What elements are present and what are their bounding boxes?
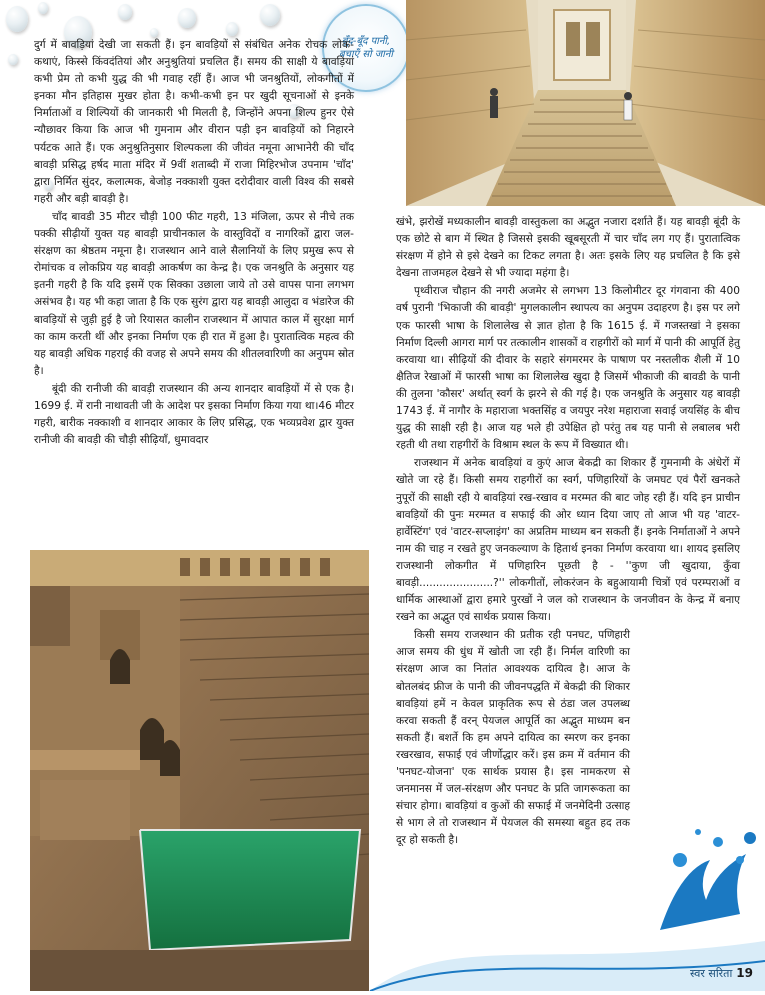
paragraph: किसी समय राजस्थान की प्रतीक रही पनघट, पणिहारी आज समय की धुंध में खोती जा रही हैं। निर्मल वारिणी का संरक्षण आज का नितांत आवश्यक दायित्व है। आज के बोतलबंद फ्रीज के पानी की जीवनपद्धति में बेकद्री की शिकार बावड़ियां हमें न केवल प्राकृतिक रूप से ठंडा जल उपलब्ध करवा सकती हैं वरन् पेयजल आपूर्ति का अद्भुत माध्यम बन सकती हैं। बशर्ते कि हम अपने दायित्व का स्मरण कर इनका रखरखाव, सफाई एवं जीर्णोद्धार करें। इस क्रम में वर्तमान की 'पनघट-योजना' एक सार्थक प्रयास है। इस नामकरण से जनमानस में जल-संरक्षण और पनघट के प्रति जागरूकता का संचार होगा। बावड़ियां व कुओं की सफाई में जनमेदिनी उत्साह से भाग ले तो राजस्थान में पेयजल की समस्या बहुत हद तक दूर हो सकती है। <box>396 629 630 847</box>
stepwell-stairs-illustration <box>406 0 765 206</box>
water-drop-icon <box>150 28 158 37</box>
stepwell-stairs-photo <box>406 0 765 206</box>
water-drop-icon <box>6 6 28 32</box>
paragraph: दुर्ग में बावड़ियां देखी जा सकती हैं। इन बावड़ियों से संबंधित अनेक रोचक लोक-कथाएं, किस्से किंवदंतियां और अनुश्रुतियां प्रचलित हैं। समय की साक्षी ये बावड़ियां कभी प्रेम तो कभी युद्ध की भी गवाह रहीं हैं। आज भी जनश्रुतियों, लोकगीतों में इनका मौन इतिहास मुखर होता है। कभी-कभी इन पर खुदी सूचनाओं से इनके निर्माताओं व शिल्पियों की जानकारी भी मिलती है, जिन्होंने अपना शिल्प हुनर ऐसे न्यौछावर किया कि आज भी गुमनाम और वीरान पड़ी इन बावड़ियों को निहारने पर्यटक आते हैं। एक अनुश्रुतिनुसार शिल्पकला की जीवंत नमूना आभानेरी की चाँद बावड़ी प्रसिद्ध हर्षद माता मंदिर में 9वीं शताब्दी में राजा मिहिरभोज उपनाम 'चाँद' द्वारा निर्मित सुंदर, कलात्मक, बेजोड़ नक्काशी युक्त दरोदीवार वाली विश्व की सबसे गहरी और बड़ी बावड़ी है। <box>34 39 354 205</box>
paragraph: चाँद बावडी 35 मीटर चौड़ी 100 फीट गहरी, 13 मंजिला, ऊपर से नीचे तक पक्की सीढ़ीयों युक्त यह बावड़ी प्राचीनकाल के वास्तुविदों व नागरिकों द्वारा जल-संरक्षण का श्रेष्ठतम नमूना है। राजस्थान आने वाले सैलानियों के लिए प्रमुख रूप से रोमांचक व लोकप्रिय यह बावड़ी आकर्षण का केन्द्र है। एक जनश्रुति के अनुसार यह इतनी गहरी है कि यदि इसमें एक सिक्का उछाला जाये तो उसे वापस पाना लगभग असंभव है। यह भी कहा जाता है कि एक सुरंग द्वारा यह बावड़ी आलुदा व भंडारेज की बावड़ियों से जुड़ी हुई है जो रियासत कालीन राजस्थान में आपात काल में सुरक्षा मार्ग का काम करती थीं और इनका निर्माण एक ही रात में हुआ है। पुरातात्विक महत्व की यह बावड़ी अधिक गहराई की वजह से अपने समय की शीतलवारिणी का अनुपम स्रोत है। <box>34 210 354 377</box>
magazine-name: स्वर सरिता <box>690 967 733 980</box>
water-drop-icon <box>118 4 132 20</box>
campaign-slogan: बूँद-बूँद पानी, बचाएँ सो जानी <box>338 36 394 60</box>
page-number: 19 <box>736 966 753 980</box>
left-text-column <box>34 37 354 450</box>
water-drop-icon <box>260 4 280 26</box>
paragraph: पृथ्वीराज चौहान की नगरी अजमेर से लगभग 13 किलोमीटर दूर गंगवाना की 400 वर्ष पुरानी 'भिकाजी की बावड़ी' मुगलकालीन स्थापत्य का अनुपम उदाहरण है। इस पर लगे एक फारसी भाषा के शिलालेख से ज्ञात होता है कि 1615 ई. में गजस्तखां ने इसका निर्माण दिल्ली आगरा मार्ग पर तत्कालीन शासकों व राहगीरों को मार्ग में पानी की आपूर्ति हेतु करवाया था। सीढ़ियों की दीवार के सहारे संगमरमर के पाषाण पर नस्तलीक शैली में 10 क्षैतिज रेखाओं में फारसी भाषा का शिलालेख खुदा है जिसमें भीकाजी की बावडी के पानी की तुलना 'कौसर' अर्थात् स्वर्ग के झरने से की गई है। एक जनश्रुति के अनुसार यह बावड़ी 1743 ई. में नागौर के महाराजा भक्तसिंह व जयपुर नरेश महाराजा सवाई जयसिंह के बीच युद्ध की साक्षी रही है। आज यह भले ही उपेक्षित हो परंतु तब यह पानी से लबालब भरी रहती थी तथा राहगीरों के विश्राम स्थल के रूप में विख्यात थी। <box>396 285 740 452</box>
paragraph: राजस्थान में अनेक बावड़ियां व कुएं आज बेकद्री का शिकार हैं गुमनामी के अंधेरों में खोते जा रहे हैं। किसी समय राहगीरों का स्वर्ग, पणिहारियों के जमघट एवं पैरों खनकते नुपूरों की साक्षी रही ये बावड़ियां रख-रखाव व मरम्मत की बाट जोह रही हैं। यदि इन प्राचीन बावड़ियों की पुनः मरम्मत व सफाई की ओर ध्यान दिया जाए तो आज भी यह 'वाटर-हार्वेस्टिंग' एवं 'वाटर-सप्लाइंग' का अप्रतिम माध्यम बन सकती हैं। इनके निर्माताओं ने अपने नाम की चाह न रखते हुए जनकल्याण के हितार्थ इनका निर्माण करवाया था। शायद इसलिए राजस्थानी लोकगीत में पणिहारिन पूछती है - ''कुण जी खुदाया, कुँवा बावड़ी......................?'' लोकगीतों, लोकरंजन के बहुआयामी चित्रों एवं परम्पराओं व धार्मिक आस्थाओं द्वारा हमारे पुरखों ने जल को राजस्थान के जनजीवन के केन्द्र में बनाए रखने का अद्भुत एवं सार्थक प्रयास किया। <box>396 457 740 624</box>
footer-wave <box>0 871 765 991</box>
paragraph: खंभे, झरोखें मध्यकालीन बावड़ी वास्तुकला का अद्भुत नजारा दर्शाते हैं। यह बावड़ी बूंदी के एक छोटे से बाग में स्थित है जिससे इसकी खूबसूरती में चार चाँद लग गए हैं। पुरातात्विक संरक्षण में होने से इसे देखने का टिकट लगता है। अतः इसके लिए यह प्रचलित है कि इसे देखना ताजमहल देखने से भी ज्यादा महंगा है। <box>396 216 740 280</box>
water-drop-icon <box>178 8 196 28</box>
water-drop-icon <box>8 54 18 65</box>
right-text-column <box>396 214 740 850</box>
page-footer <box>690 966 753 981</box>
water-drop-icon <box>38 2 48 14</box>
paragraph: बूंदी की रानीजी की बावड़ी राजस्थान की अन्य शानदार बावड़ियों में से एक है। 1699 ई. में रानी नाथावती जी के आदेश पर इसका निर्माण किया गया था।46 मीटर गहरी, बारीक नक्काशी व शानदार आकार के लिए प्रसिद्ध, एक भव्यप्रवेश द्वार युक्त रानीजी की बावड़ी की चौड़ी सीढ़ियाँ, धुमावदार <box>34 382 354 447</box>
water-drop-icon <box>226 22 238 36</box>
